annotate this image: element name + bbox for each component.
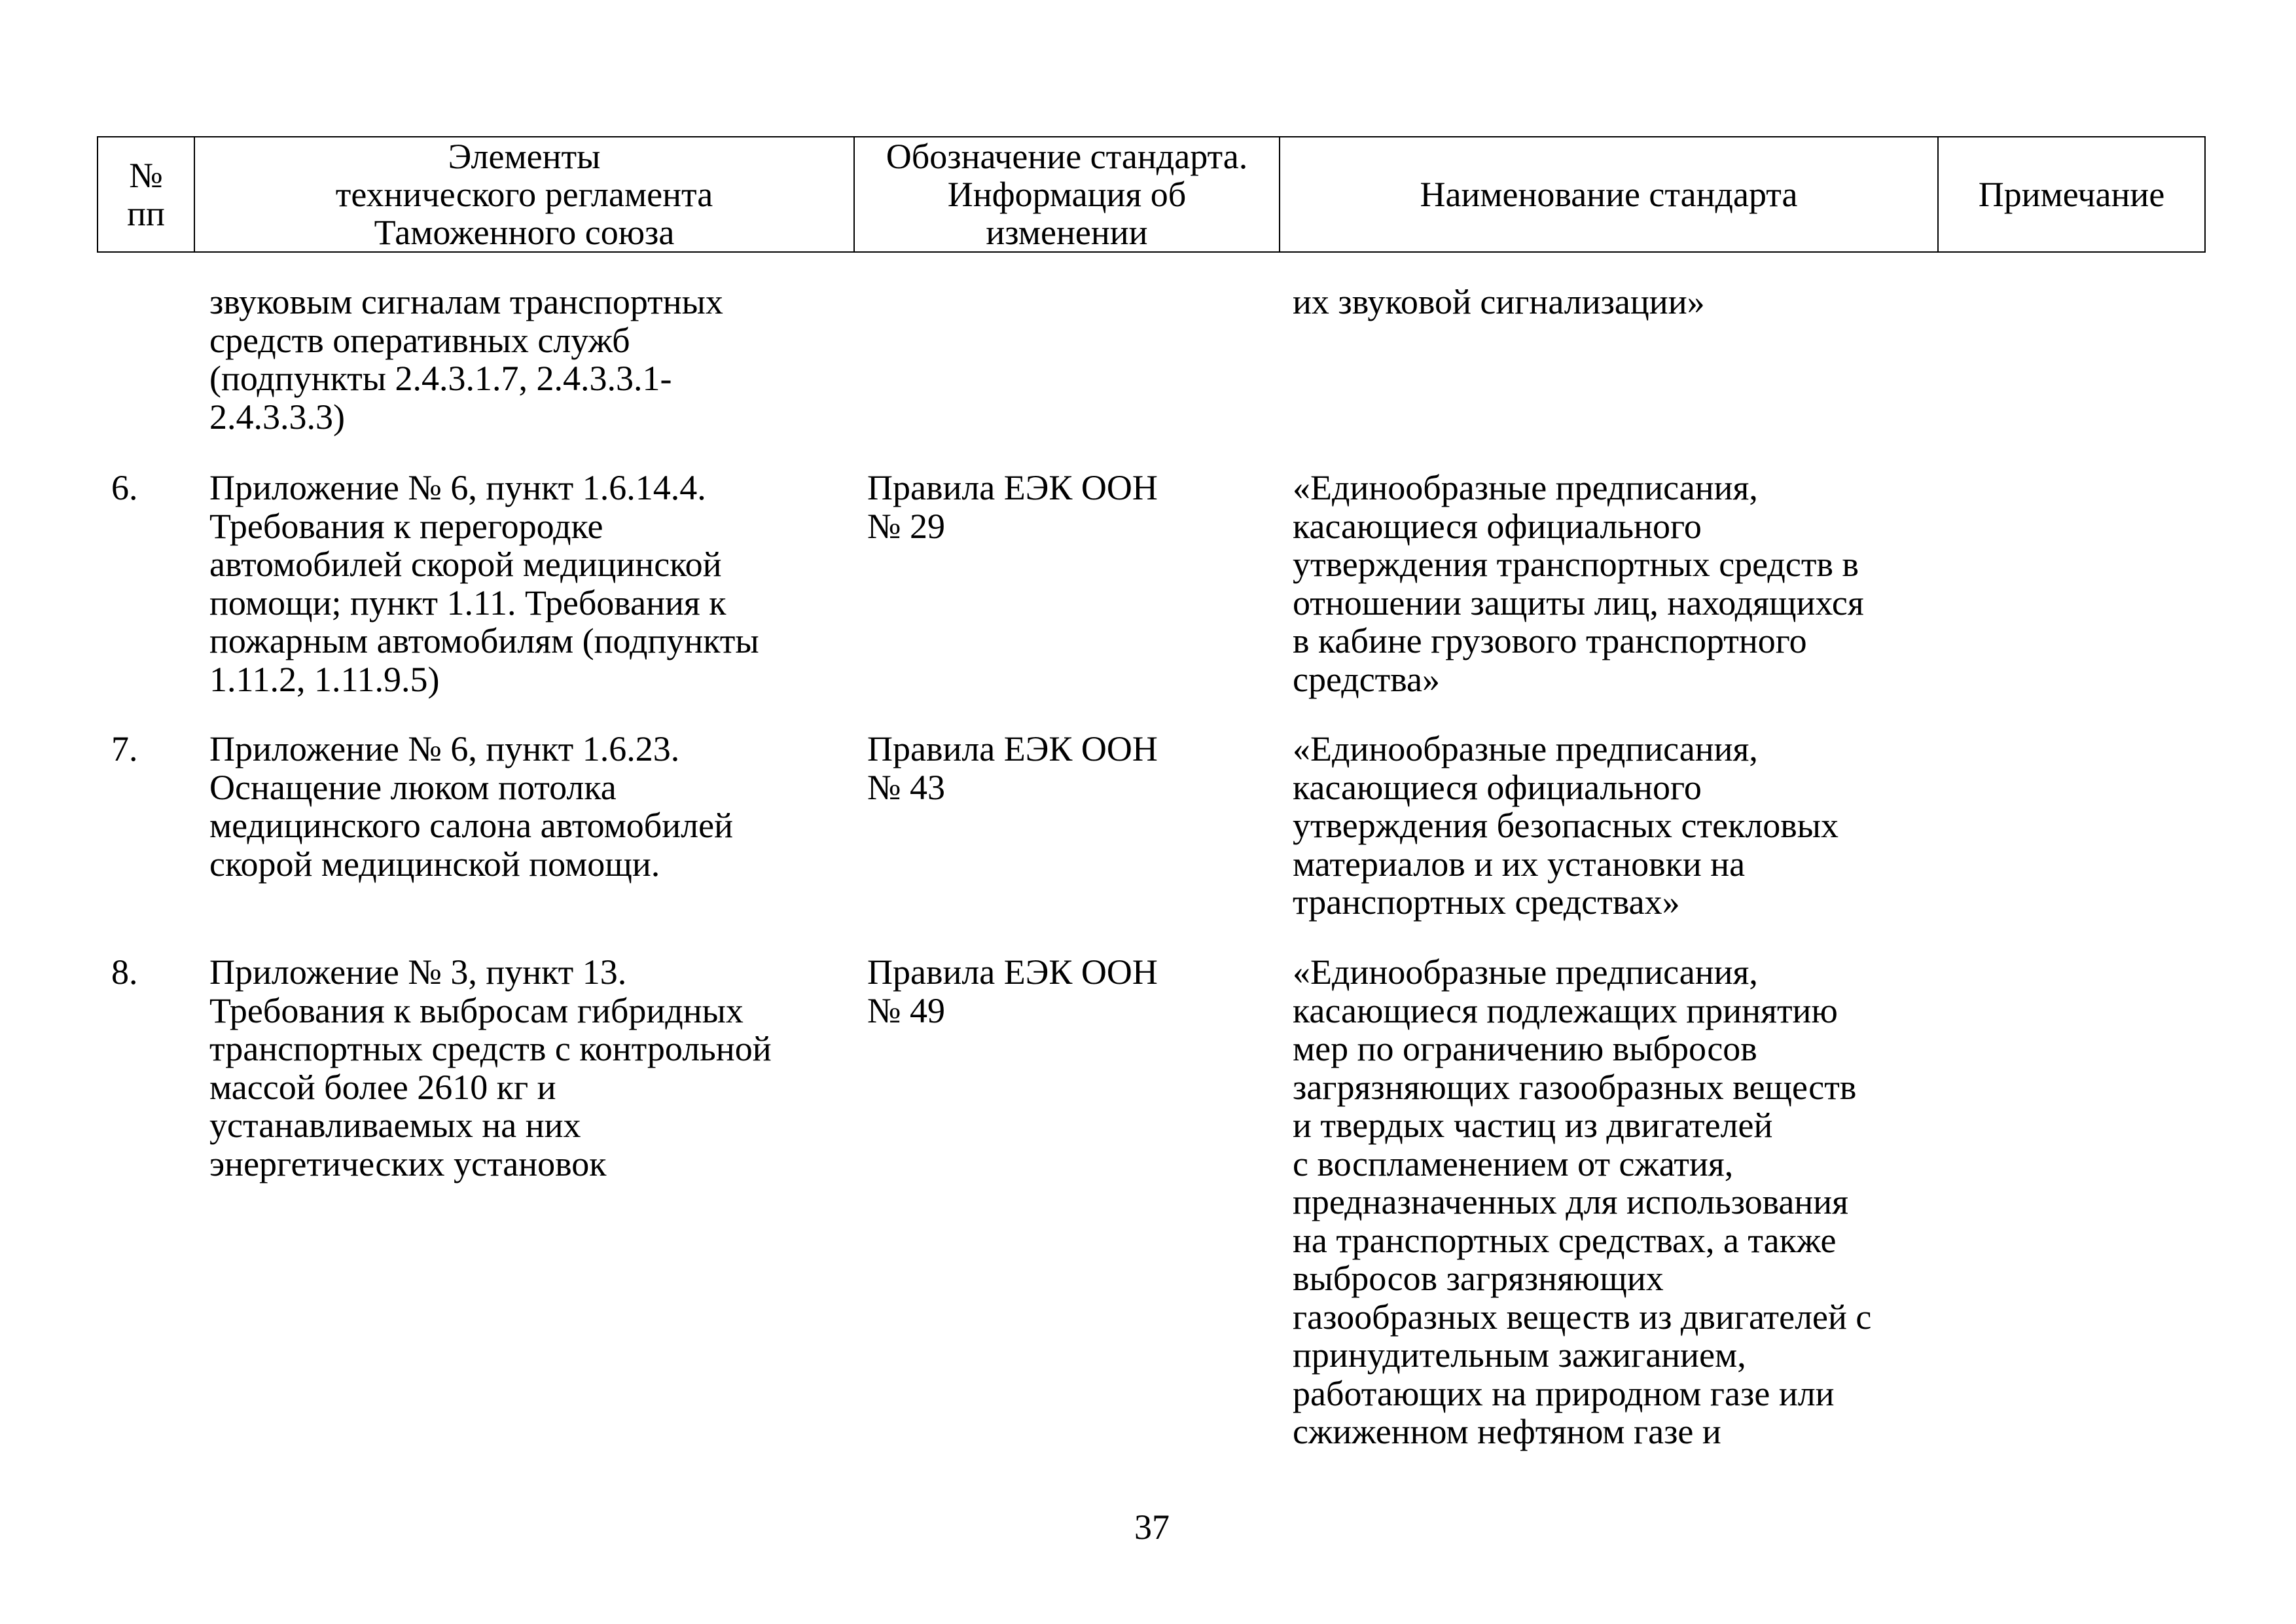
header-row	[98, 137, 2205, 252]
row-number: 8.	[111, 952, 138, 992]
table-header	[97, 136, 2206, 253]
row-number: 7.	[111, 729, 138, 768]
page-number: 37	[1134, 1507, 1170, 1547]
row-elements: Приложение № 6, пункт 1.6.23. Оснащение люком потолка медицинского салона автомобилей скорой медицинской помощи.	[209, 729, 733, 884]
header-col-designation: Обозначение стандарта. Информация об изменении	[854, 137, 1280, 252]
row-standard-name: «Единообразные предписания, касающиеся официального утверждения транспортных средств в отношении защиты лиц, находящихся в кабине грузового транспортного средства»	[1293, 468, 1864, 699]
row-elements: звуковым сигналам транспортных средств оперативных служб (подпункты 2.4.3.1.7, 2.4.3.3.1- 2.4.3.3.3)	[209, 282, 723, 437]
row-designation: Правила ЕЭК ООН № 29	[867, 468, 1158, 546]
row-standard-name: «Единообразные предписания, касающиеся подлежащих принятию мер по ограничению выбросов загрязняющих газообразных веществ и твердых частиц из двигателей с воспламенением от сжатия, предназначенных для использования на транспортных средствах, а также выбросов загрязняющих газообразных веществ из двигателей с принудительным зажиганием, работающих на природном газе или сжиженном нефтяном газе и	[1293, 952, 1872, 1451]
row-number: 6.	[111, 468, 138, 507]
row-designation: Правила ЕЭК ООН № 43	[867, 729, 1158, 807]
header-col-note: Примечание	[1938, 137, 2205, 252]
row-standard-name: «Единообразные предписания, касающиеся официального утверждения безопасных стекловых материалов и их установки на транспортных средствах»	[1293, 729, 1839, 922]
header-col-name: Наименование стандарта	[1280, 137, 1938, 252]
header-col-elements: Элементы технического регламента Таможенного союза	[194, 137, 854, 252]
row-elements: Приложение № 6, пункт 1.6.14.4. Требования к перегородке автомобилей скорой медицинской помощи; пункт 1.11. Требования к пожарным автомобилям (подпункты 1.11.2, 1.11.9.5)	[209, 468, 759, 699]
row-designation: Правила ЕЭК ООН № 49	[867, 952, 1158, 1030]
header-col-number: № пп	[98, 137, 194, 252]
row-elements: Приложение № 3, пункт 13. Требования к выбросам гибридных транспортных средств с контрольной массой более 2610 кг и устанавливаемых на них энергетических установок	[209, 952, 772, 1183]
row-standard-name: их звуковой сигнализации»	[1293, 282, 1705, 321]
